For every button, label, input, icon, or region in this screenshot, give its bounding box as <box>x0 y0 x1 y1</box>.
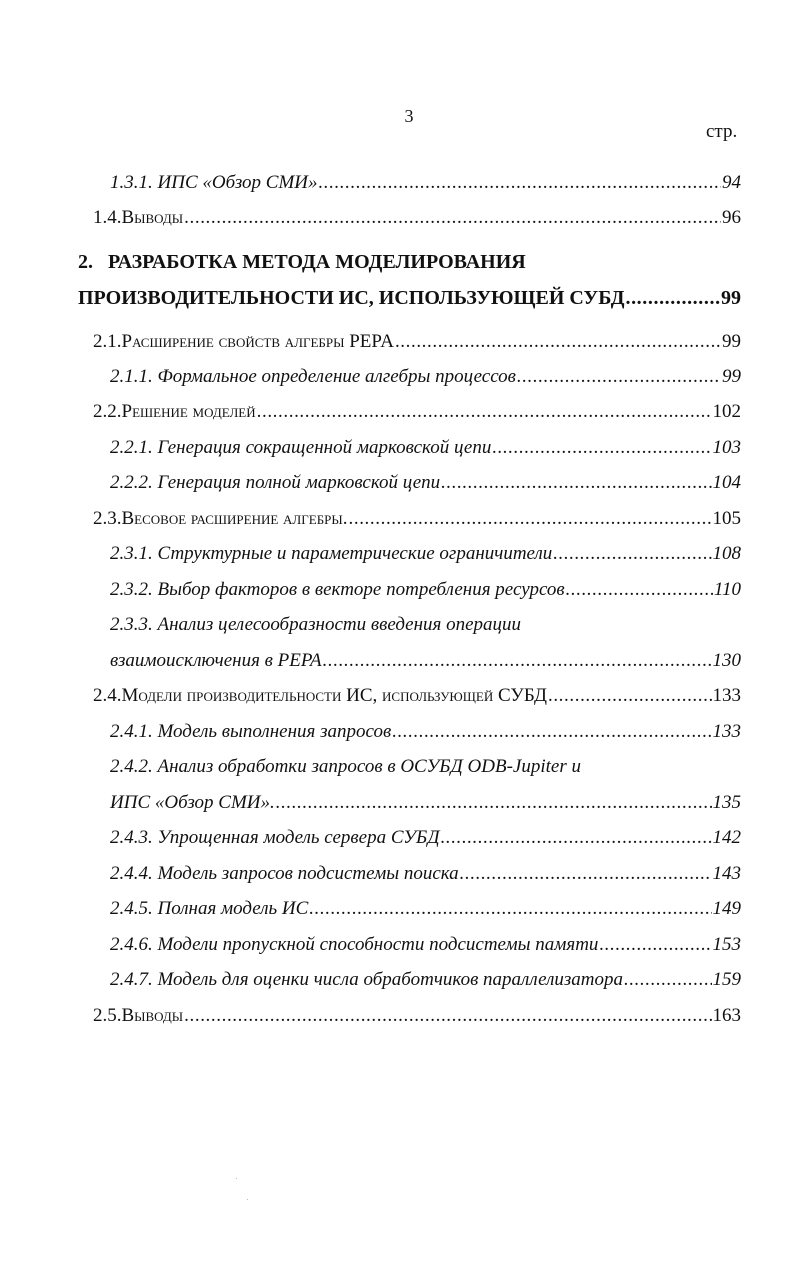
toc-entry-2-2-2[interactable] <box>110 472 741 494</box>
toc-entry-number: 2.2. <box>93 401 122 422</box>
dot-leader <box>553 543 711 565</box>
toc-entry-title: Выводы <box>121 207 184 228</box>
toc-entry-number: 2.4.5. <box>110 898 153 919</box>
dot-leader <box>395 331 721 353</box>
toc-entry-number: 2.4.3. <box>110 827 153 848</box>
dot-leader <box>392 721 711 743</box>
dot-leader <box>257 401 712 423</box>
dot-leader <box>441 472 711 494</box>
toc-entry-title: Выводы <box>121 1005 184 1026</box>
toc-entry-page: 99 <box>721 287 741 309</box>
toc-chapter-2-line2[interactable] <box>78 287 741 310</box>
toc-entry-page: 142 <box>712 827 741 848</box>
dot-leader <box>492 437 711 459</box>
toc-entry-page: 130 <box>712 650 741 671</box>
toc-entry-page: 96 <box>722 207 741 228</box>
toc-entry-title-continued: ИПС «Обзор СМИ». <box>110 792 275 813</box>
toc-entry-number: 2. <box>78 251 93 273</box>
toc-entry-title: Весовое расширение алгебры. <box>121 508 348 529</box>
toc-entry-1-4[interactable] <box>93 207 741 229</box>
toc-entry-number: 2.2.1. <box>110 437 153 458</box>
toc-entry-title: Модель выполнения запросов <box>157 721 392 742</box>
toc-entry-number: 2.4.7. <box>110 969 153 990</box>
toc-entry-1-3-1[interactable] <box>110 172 741 194</box>
toc-entry-title-continued: взаимоисключения в PEPA <box>110 650 322 671</box>
toc-entry-page: 133 <box>712 721 741 742</box>
toc-entry-number: 2.3.1. <box>110 543 153 564</box>
toc-entry-2-3-3-line1[interactable] <box>110 614 521 636</box>
toc-entry-page: 149 <box>712 898 741 919</box>
toc-entry-2-4-4[interactable] <box>110 863 741 885</box>
dot-leader <box>276 792 712 814</box>
toc-entry-number: 2.3. <box>93 508 122 529</box>
toc-entry-page: 105 <box>712 508 741 529</box>
toc-entry-title: Структурные и параметрические ограничители <box>157 543 553 564</box>
toc-entry-2-1-1[interactable] <box>110 366 741 388</box>
toc-entry-2-1[interactable] <box>93 331 741 353</box>
dot-leader <box>599 934 711 956</box>
toc-entry-title: Анализ обработки запросов в ОСУБД ODB-Jupiter и <box>157 756 581 777</box>
toc-entry-title: Анализ целесообразности введения операции <box>157 614 522 635</box>
dot-leader <box>184 1005 711 1027</box>
toc-entry-page: 104 <box>712 472 741 493</box>
toc-entry-2-4-7[interactable] <box>110 969 741 991</box>
toc-entry-page: 99 <box>722 331 741 352</box>
toc-entry-title: Упрощенная модель сервера СУБД <box>157 827 440 848</box>
toc-entry-2-5[interactable] <box>93 1005 741 1027</box>
toc-entry-title: Формальное определение алгебры процессов <box>157 366 516 387</box>
toc-entry-page: 108 <box>712 543 741 564</box>
toc-entry-page: 153 <box>712 934 741 955</box>
toc-entry-2-2-1[interactable] <box>110 437 741 459</box>
toc-entry-page: 110 <box>713 579 741 600</box>
toc-entry-number: 1.4. <box>93 207 122 228</box>
toc-entry-title: Расширение свойств алгебры PEPA <box>121 331 394 352</box>
toc-entry-number: 2.3.3. <box>110 614 153 635</box>
toc-entry-2-4-3[interactable] <box>110 827 741 849</box>
toc-entry-page: 102 <box>712 401 741 422</box>
dot-leader <box>184 207 721 229</box>
toc-entry-2-4-2-line2[interactable] <box>110 792 741 814</box>
toc-chapter-2-line1[interactable] <box>78 251 526 274</box>
toc-entry-2-2[interactable] <box>93 401 741 423</box>
toc-entry-number: 2.4.6. <box>110 934 153 955</box>
toc-entry-page: 94 <box>722 172 741 193</box>
toc-entry-title: РАЗРАБОТКА МЕТОДА МОДЕЛИРОВАНИЯ <box>108 251 526 273</box>
dot-leader <box>625 287 720 310</box>
toc-entry-page: 103 <box>712 437 741 458</box>
toc-entry-title: Полная модель ИС <box>157 898 309 919</box>
toc-entry-2-4-5[interactable] <box>110 898 741 920</box>
toc-entry-title: ИПС «Обзор СМИ» <box>157 172 318 193</box>
scan-speck <box>247 1199 248 1200</box>
toc-entry-title: Генерация полной марковской цепи <box>157 472 441 493</box>
dot-leader <box>319 172 721 194</box>
toc-entry-number: 2.4. <box>93 685 122 706</box>
toc-entry-number: 2.2.2. <box>110 472 153 493</box>
dot-leader <box>566 579 713 601</box>
toc-entry-title: Модель запросов подсистемы поиска <box>157 863 459 884</box>
toc-entry-2-4-6[interactable] <box>110 934 741 956</box>
toc-entry-title: Модель для оценки числа обработчиков параллелизатора <box>157 969 623 990</box>
toc-entry-title: Модели производительности ИС, использующей СУБД <box>121 685 547 706</box>
toc-entry-page: 159 <box>712 969 741 990</box>
toc-entry-number: 2.1.1. <box>110 366 153 387</box>
dot-leader <box>349 508 712 530</box>
toc-entry-2-3-1[interactable] <box>110 543 741 565</box>
toc-entry-page: 163 <box>712 1005 741 1026</box>
scan-speck <box>236 1178 237 1179</box>
toc-entry-2-3[interactable] <box>93 508 741 530</box>
toc-entry-page: 99 <box>722 366 741 387</box>
dot-leader <box>624 969 712 991</box>
toc-entry-title: Генерация сокращенной марковской цепи <box>157 437 492 458</box>
toc-entry-number: 2.4.4. <box>110 863 153 884</box>
toc-entry-number: 2.1. <box>93 331 122 352</box>
page-number: 3 <box>404 106 414 126</box>
dot-leader <box>548 685 712 707</box>
toc-entry-page: 133 <box>712 685 741 706</box>
dot-leader <box>460 863 712 885</box>
toc-entry-2-4[interactable] <box>93 685 741 707</box>
toc-entry-number: 2.4.1. <box>110 721 153 742</box>
toc-entry-2-4-2-line1[interactable] <box>110 756 581 778</box>
toc-entry-number: 2.5. <box>93 1005 122 1026</box>
toc-entry-2-4-1[interactable] <box>110 721 741 743</box>
toc-entry-number: 1.3.1. <box>110 172 153 193</box>
toc-entry-title: Решение моделей <box>121 401 256 422</box>
toc-entry-2-3-2[interactable] <box>110 579 741 601</box>
toc-entry-title: Модели пропускной способности подсистемы памяти <box>157 934 599 955</box>
toc-entry-page: 143 <box>712 863 741 884</box>
toc-entry-2-3-3-line2[interactable] <box>110 650 741 672</box>
toc-entry-title-continued: ПРОИЗВОДИТЕЛЬНОСТИ ИС, ИСПОЛЬЗУЮЩЕЙ СУБД <box>78 287 625 309</box>
dot-leader <box>309 898 711 920</box>
dot-leader <box>441 827 712 849</box>
toc-entry-page: 135 <box>712 792 741 813</box>
dot-leader <box>517 366 721 388</box>
toc-entry-number: 2.3.2. <box>110 579 153 600</box>
dot-leader <box>323 650 712 672</box>
toc-entry-number: 2.4.2. <box>110 756 153 777</box>
toc-entry-title: Выбор факторов в векторе потребления ресурсов <box>157 579 565 600</box>
page-column-label: стр. <box>706 121 738 142</box>
